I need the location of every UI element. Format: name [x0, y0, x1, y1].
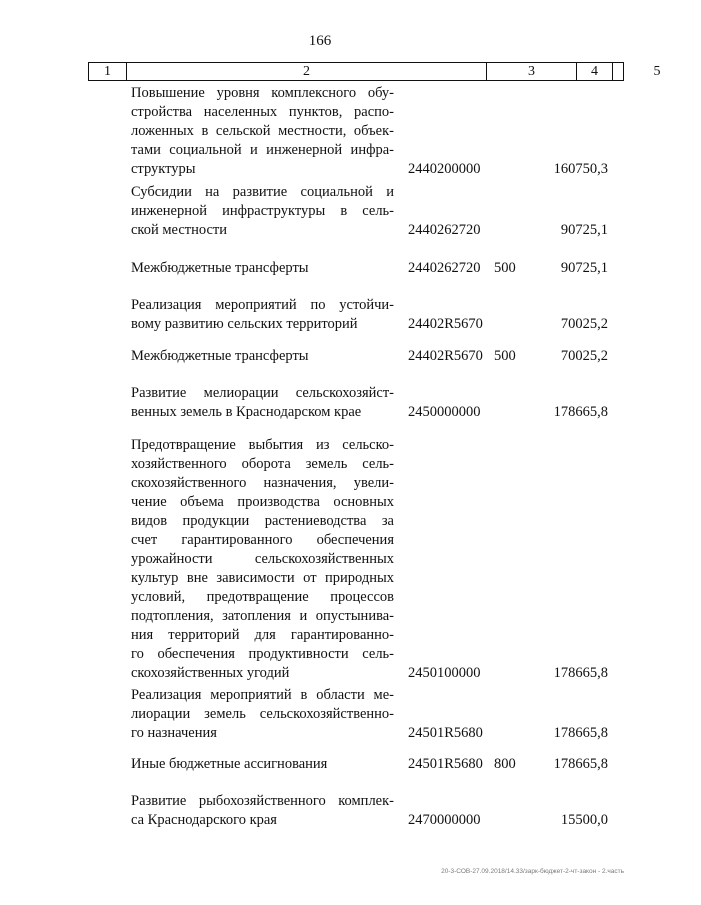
- row-name: [131, 84, 394, 179]
- table-row: [0, 686, 640, 743]
- row-name-line: ния территорий для гарантированно-: [131, 627, 394, 643]
- row-name-line: го обеспечения продуктивности сель-: [131, 646, 394, 662]
- row-type: 500: [494, 348, 516, 364]
- row-name-line: Реализация мероприятий по устойчи-: [131, 297, 394, 313]
- row-name-line: скохозяйственного назначения, увели-: [131, 475, 394, 491]
- row-amount: 178665,8: [553, 404, 608, 420]
- row-name-line: вому развитию сельских территорий: [131, 316, 358, 332]
- row-name-line: Иные бюджетные ассигнования: [131, 756, 328, 772]
- table-row: [0, 755, 640, 774]
- table-row: [0, 347, 640, 366]
- row-code: 2440262720: [408, 260, 481, 276]
- row-name-line: са Краснодарского края: [131, 812, 277, 828]
- row-name-line: ложенных в сельской местности, объек-: [131, 123, 394, 139]
- row-amount: 70025,2: [560, 316, 608, 332]
- row-code: 2440262720: [408, 222, 481, 238]
- row-name: [131, 347, 394, 366]
- row-name-line: Субсидии на развитие социальной и: [131, 184, 394, 200]
- row-name-line: Межбюджетные трансферты: [131, 260, 309, 276]
- header-col-2: 2: [127, 63, 487, 80]
- row-name: [131, 183, 394, 240]
- table-header: [88, 62, 661, 81]
- row-name-line: хозяйственного оборота земель сель-: [131, 456, 394, 472]
- row-name-line: подтопления, затопления и опустынива-: [131, 608, 394, 624]
- row-code: 2450100000: [408, 665, 481, 681]
- row-name-line: условий, предотвращение процессов: [131, 589, 394, 605]
- table-row: [0, 436, 640, 683]
- row-name-line: Развитие рыбохозяйственного комплек-: [131, 793, 394, 809]
- table-row: [0, 792, 640, 830]
- row-name-line: ской местности: [131, 222, 228, 238]
- header-col-1: 1: [89, 63, 127, 80]
- header-col-5: 5: [653, 64, 661, 79]
- row-name-line: видов продукции растениеводства за: [131, 513, 394, 529]
- row-name-line: Реализация мероприятий в области ме-: [131, 687, 394, 703]
- row-name-line: счет гарантированного обеспечения: [131, 532, 394, 548]
- row-amount: 70025,2: [560, 348, 608, 364]
- table-row: [0, 384, 640, 422]
- row-type: 500: [494, 260, 516, 276]
- table-row: [0, 183, 640, 240]
- row-code: 24402R5670: [408, 348, 483, 364]
- row-name-line: культур вне зависимости от природных: [131, 570, 394, 586]
- row-code: 24501R5680: [408, 725, 483, 741]
- row-name: [131, 792, 394, 830]
- row-code: 24402R5670: [408, 316, 483, 332]
- row-amount: 178665,8: [553, 756, 608, 772]
- header-col-4: 4: [577, 63, 613, 80]
- row-name: [131, 686, 394, 743]
- header-col-3: 3: [487, 63, 577, 80]
- row-amount: 160750,3: [553, 161, 608, 177]
- row-name: [131, 296, 394, 334]
- row-name-line: Предотвращение выбытия из сельско-: [131, 437, 394, 453]
- row-name-line: Повышение уровня комплексного обу-: [131, 85, 394, 101]
- row-name-line: урожайности сельскохозяйственных: [131, 551, 394, 567]
- row-name-line: инженерной инфраструктуры в сель-: [131, 203, 394, 219]
- row-name-line: Межбюджетные трансферты: [131, 348, 309, 364]
- row-name-line: структуры: [131, 161, 196, 177]
- row-name-line: стройства населенных пунктов, распо-: [131, 104, 394, 120]
- row-name-line: тами социальной и инженерной инфра-: [131, 142, 394, 158]
- row-amount: 90725,1: [560, 260, 608, 276]
- page-number: 166: [308, 33, 332, 49]
- row-code: 2470000000: [408, 812, 481, 828]
- row-amount: 90725,1: [560, 222, 608, 238]
- row-name: [131, 755, 394, 774]
- row-code: 2440200000: [408, 161, 481, 177]
- row-name-line: лиорации земель сельскохозяйственно-: [131, 706, 394, 722]
- row-name-line: го назначения: [131, 725, 217, 741]
- row-name-line: Развитие мелиорации сельскохозяйст-: [131, 385, 394, 401]
- table-row: [0, 84, 640, 179]
- row-name-line: венных земель в Краснодарском крае: [131, 404, 362, 420]
- row-code: 2450000000: [408, 404, 481, 420]
- row-name-line: скохозяйственных угодий: [131, 665, 290, 681]
- table-row: [0, 296, 640, 334]
- footer-stamp: 20-3-СОВ-27.09.2018/14.33/зарк-бюджет-2-чт-закон - 2.часть: [441, 868, 624, 875]
- row-amount: 178665,8: [553, 725, 608, 741]
- row-name-line: чение объема производства основных: [131, 494, 394, 510]
- row-name: [131, 259, 394, 278]
- row-name: [131, 436, 394, 683]
- row-type: 800: [494, 756, 516, 772]
- row-amount: 15500,0: [560, 812, 608, 828]
- table-row: [0, 259, 640, 278]
- row-amount: 178665,8: [553, 665, 608, 681]
- row-code: 24501R5680: [408, 756, 483, 772]
- row-name: [131, 384, 394, 422]
